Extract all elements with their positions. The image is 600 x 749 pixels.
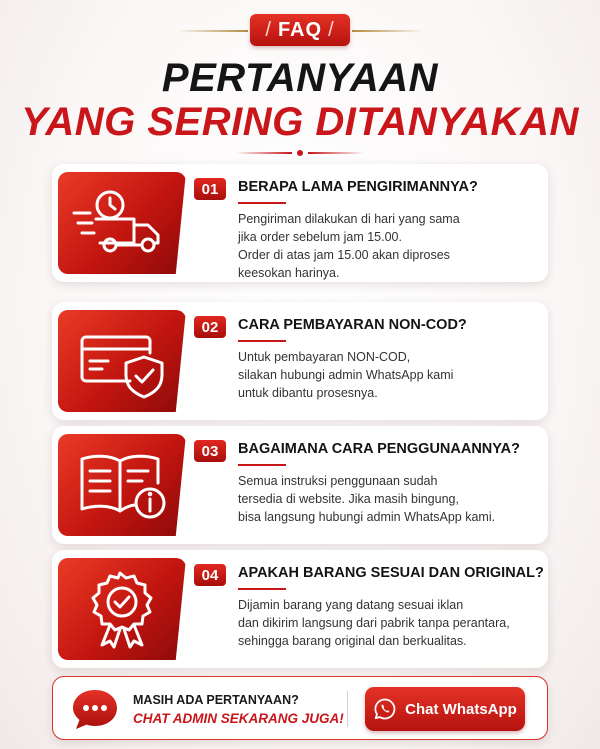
question-underline <box>238 464 286 466</box>
faq-answer <box>238 472 543 526</box>
faq-card-2 <box>52 302 548 420</box>
faq-card-1-icon-panel <box>58 172 186 274</box>
faq-question: BAGAIMANA CARA PENGGUNAANNYA? <box>238 441 520 457</box>
faq-question: CARA PEMBAYARAN NON-COD? <box>238 317 467 333</box>
faq-card-3-icon-panel <box>58 434 186 536</box>
book-info-icon <box>70 443 174 527</box>
faq-answer <box>238 596 543 650</box>
faq-badge <box>250 14 350 46</box>
answer-line: untuk dibantu prosesnya. <box>238 386 378 400</box>
whatsapp-icon <box>373 697 397 721</box>
faq-number-badge: 01 <box>194 178 226 200</box>
title-divider <box>236 150 364 156</box>
answer-line: Untuk pembayaran NON-COD, <box>238 350 411 364</box>
quality-badge-check-icon <box>70 567 174 651</box>
delivery-truck-clock-icon <box>70 181 174 265</box>
answer-line: bisa langsung hubungi admin WhatsApp kami. <box>238 510 496 524</box>
faq-answer <box>238 210 543 282</box>
answer-line: Dijamin barang yang datang sesuai iklan <box>238 598 464 612</box>
answer-line: Semua instruksi penggunaan sudah <box>238 474 438 488</box>
answer-line: dan dikirim langsung dari pabrik tanpa perantara, <box>238 616 510 630</box>
faq-answer <box>238 348 543 402</box>
cta-question-text: MASIH ADA PERTANYAAN? <box>133 693 299 707</box>
answer-line: tersedia di website. Jika masih bingung, <box>238 492 459 506</box>
faq-question: BERAPA LAMA PENGIRIMANNYA? <box>238 179 478 195</box>
faq-card-3 <box>52 426 548 544</box>
answer-line: jika order sebelum jam 15.00. <box>238 230 402 244</box>
faq-card-1 <box>52 164 548 282</box>
answer-line: Pengiriman dilakukan di hari yang sama <box>238 212 460 226</box>
page-title-line2: YANG SERING DITANYAKAN <box>21 100 579 144</box>
faq-badge-row <box>0 14 600 48</box>
badge-decor-line-right <box>352 30 424 32</box>
question-underline <box>238 340 286 342</box>
cta-call-to-action-text: CHAT ADMIN SEKARANG JUGA! <box>133 711 344 726</box>
chat-bubble-icon <box>71 687 119 731</box>
question-underline <box>238 588 286 590</box>
faq-number-badge: 02 <box>194 316 226 338</box>
faq-number-badge: 04 <box>194 564 226 586</box>
badge-slash-right: / <box>328 18 335 41</box>
answer-line: keesokan harinya. <box>238 266 340 280</box>
badge-decor-line-left <box>176 30 248 32</box>
answer-line: sehingga barang original dan berkualitas. <box>238 634 467 648</box>
faq-question: APAKAH BARANG SESUAI DAN ORIGINAL? <box>238 565 544 581</box>
credit-card-shield-icon <box>70 319 174 403</box>
cta-separator <box>347 691 348 727</box>
badge-slash-left: / <box>265 18 272 41</box>
faq-card-2-icon-panel <box>58 310 186 412</box>
faq-card-4 <box>52 550 548 668</box>
chat-whatsapp-label[interactable]: Chat WhatsApp <box>405 700 517 718</box>
contact-cta-banner <box>52 676 548 740</box>
page-title-line1: PERTANYAAN <box>161 56 439 100</box>
answer-line: Order di atas jam 15.00 akan diproses <box>238 248 450 262</box>
faq-badge-label: FAQ <box>277 18 323 41</box>
faq-number-badge: 03 <box>194 440 226 462</box>
header <box>0 0 600 160</box>
faq-card-4-icon-panel <box>58 558 186 660</box>
chat-whatsapp-button[interactable] <box>365 687 525 731</box>
answer-line: silakan hubungi admin WhatsApp kami <box>238 368 454 382</box>
question-underline <box>238 202 286 204</box>
